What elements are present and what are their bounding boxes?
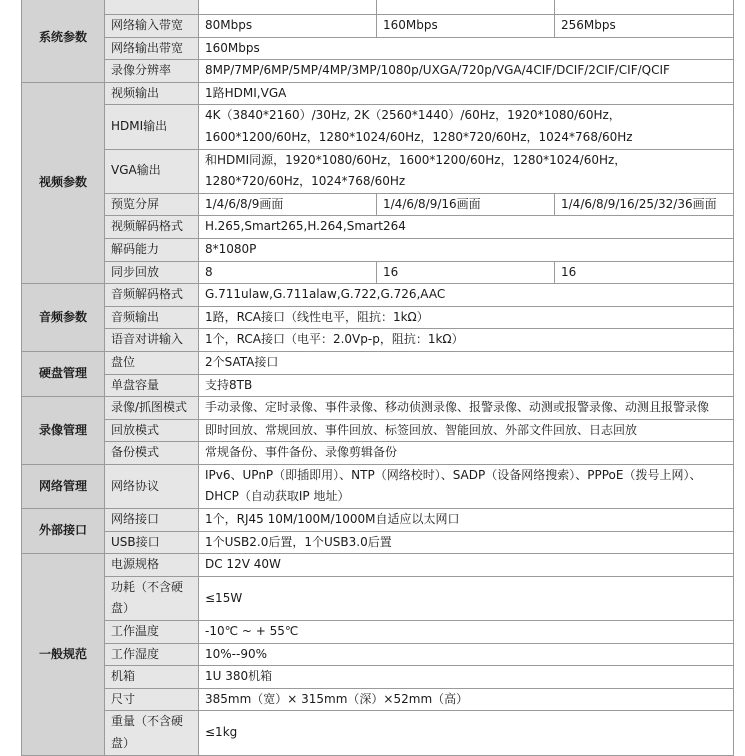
row-value: 1/4/6/8/9/16/25/32/36画面 xyxy=(555,193,734,216)
row-value: ≤15W xyxy=(199,576,734,620)
row-label: 网络接口 xyxy=(105,509,199,532)
table-row xyxy=(22,193,734,216)
row-label: 录像/抓图模式 xyxy=(105,397,199,420)
row-label: 语音对讲输入 xyxy=(105,329,199,352)
row-value xyxy=(377,0,555,15)
table-row xyxy=(22,284,734,307)
row-label: VGA输出 xyxy=(105,149,199,193)
table-row xyxy=(22,464,734,508)
row-label: 音频输出 xyxy=(105,306,199,329)
row-value: 1个USB2.0后置，1个USB3.0后置 xyxy=(199,531,734,554)
row-value xyxy=(555,0,734,15)
row-label: 功耗（不含硬盘） xyxy=(105,576,199,620)
table-row xyxy=(22,643,734,666)
table-row xyxy=(22,509,734,532)
row-label: 机箱 xyxy=(105,666,199,689)
row-label: 工作湿度 xyxy=(105,643,199,666)
row-value: 2个SATA接口 xyxy=(199,351,734,374)
row-label: USB接口 xyxy=(105,531,199,554)
category-recording: 录像管理 xyxy=(22,397,105,465)
row-value: 10%--90% xyxy=(199,643,734,666)
category-network: 网络管理 xyxy=(22,464,105,508)
table-row xyxy=(22,105,734,149)
row-label: 音频解码格式 xyxy=(105,284,199,307)
category-interfaces: 外部接口 xyxy=(22,509,105,554)
row-value: 8 xyxy=(199,261,377,284)
row-label: 解码能力 xyxy=(105,238,199,261)
table-row xyxy=(22,621,734,644)
table-row xyxy=(22,442,734,465)
row-value: 即时回放、常规回放、事件回放、标签回放、智能回放、外部文件回放、日志回放 xyxy=(199,419,734,442)
row-value: 和HDMI同源，1920*1080/60Hz，1600*1200/60Hz，1280*1024/60Hz，1280*720/60Hz，1024*768/60Hz xyxy=(199,149,734,193)
row-value: 160Mbps xyxy=(199,37,734,60)
table-row xyxy=(22,60,734,83)
table-row xyxy=(22,351,734,374)
row-value: 1个，RJ45 10M/100M/1000M自适应以太网口 xyxy=(199,509,734,532)
row-label: 同步回放 xyxy=(105,261,199,284)
row-value: 1U 380机箱 xyxy=(199,666,734,689)
row-value: 16 xyxy=(377,261,555,284)
row-value: 1/4/6/8/9画面 xyxy=(199,193,377,216)
table-row xyxy=(22,374,734,397)
row-value: 385mm（宽）× 315mm（深）×52mm（高） xyxy=(199,688,734,711)
table-row xyxy=(22,688,734,711)
category-storage: 硬盘管理 xyxy=(22,351,105,396)
row-value: 1个，RCA接口（电平：2.0Vp-p，阻抗：1kΩ） xyxy=(199,329,734,352)
row-value: 常规备份、事件备份、录像剪辑备份 xyxy=(199,442,734,465)
table-row xyxy=(22,37,734,60)
row-label: 尺寸 xyxy=(105,688,199,711)
category-video: 视频参数 xyxy=(22,82,105,283)
row-label: 视频输出 xyxy=(105,82,199,105)
row-value: 160Mbps xyxy=(377,15,555,38)
row-label: 盘位 xyxy=(105,351,199,374)
table-row xyxy=(22,15,734,38)
row-value: 256Mbps xyxy=(555,15,734,38)
row-value: 8MP/7MP/6MP/5MP/4MP/3MP/1080p/UXGA/720p/VGA/4CIF/DCIF/2CIF/CIF/QCIF xyxy=(199,60,734,83)
table-row xyxy=(22,711,734,755)
row-value: 16 xyxy=(555,261,734,284)
category-audio: 音频参数 xyxy=(22,284,105,352)
table-row xyxy=(22,0,734,15)
row-value: 1路，RCA接口（线性电平，阻抗：1kΩ） xyxy=(199,306,734,329)
category-general: 一般规范 xyxy=(22,554,105,755)
spec-table xyxy=(21,0,734,756)
table-row xyxy=(22,397,734,420)
row-label: 单盘容量 xyxy=(105,374,199,397)
row-value xyxy=(199,0,377,15)
table-row xyxy=(22,216,734,239)
table-row xyxy=(22,149,734,193)
row-label: 网络输出带宽 xyxy=(105,37,199,60)
row-label: 重量（不含硬盘） xyxy=(105,711,199,755)
row-value: 支持8TB xyxy=(199,374,734,397)
table-row xyxy=(22,531,734,554)
row-value: 手动录像、定时录像、事件录像、移动侦测录像、报警录像、动测或报警录像、动测且报警录像 xyxy=(199,397,734,420)
row-label xyxy=(105,0,199,15)
row-label: 网络协议 xyxy=(105,464,199,508)
table-row xyxy=(22,576,734,620)
category-system: 系统参数 xyxy=(22,0,105,82)
table-row xyxy=(22,238,734,261)
table-row xyxy=(22,329,734,352)
table-row xyxy=(22,554,734,577)
table-row xyxy=(22,306,734,329)
table-row xyxy=(22,261,734,284)
row-label: 录像分辨率 xyxy=(105,60,199,83)
row-label: 网络输入带宽 xyxy=(105,15,199,38)
row-label: HDMI输出 xyxy=(105,105,199,149)
row-value: 1路HDMI,VGA xyxy=(199,82,734,105)
table-row xyxy=(22,82,734,105)
row-label: 预览分屏 xyxy=(105,193,199,216)
row-label: 工作温度 xyxy=(105,621,199,644)
row-value: G.711ulaw,G.711alaw,G.722,G.726,AAC xyxy=(199,284,734,307)
table-row xyxy=(22,666,734,689)
row-label: 视频解码格式 xyxy=(105,216,199,239)
row-value: -10℃ ~ + 55℃ xyxy=(199,621,734,644)
table-row xyxy=(22,419,734,442)
row-value: 80Mbps xyxy=(199,15,377,38)
row-value: 4K（3840*2160）/30Hz, 2K（2560*1440）/60Hz，1920*1080/60Hz，1600*1200/60Hz，1280*1024/60Hz，1280*720/60Hz，1024*768/60Hz xyxy=(199,105,734,149)
row-label: 电源规格 xyxy=(105,554,199,577)
row-label: 回放模式 xyxy=(105,419,199,442)
row-value: 8*1080P xyxy=(199,238,734,261)
row-value: H.265,Smart265,H.264,Smart264 xyxy=(199,216,734,239)
row-label: 备份模式 xyxy=(105,442,199,465)
row-value: IPv6、UPnP（即插即用）、NTP（网络校时）、SADP（设备网络搜索）、PPPoE（拨号上网）、DHCP（自动获取IP 地址） xyxy=(199,464,734,508)
row-value: ≤1kg xyxy=(199,711,734,755)
row-value: 1/4/6/8/9/16画面 xyxy=(377,193,555,216)
row-value: DC 12V 40W xyxy=(199,554,734,577)
